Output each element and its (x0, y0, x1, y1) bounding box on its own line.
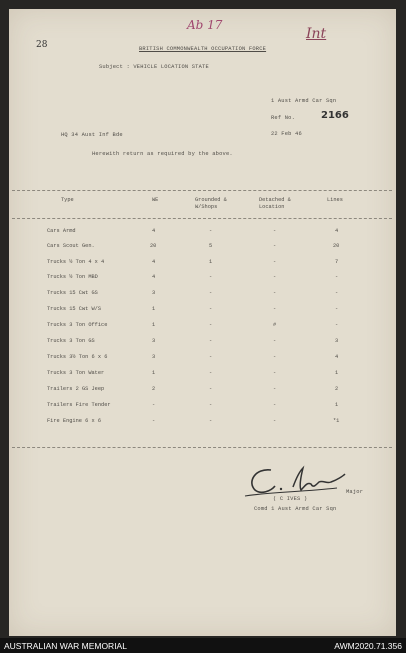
ref-number: 2166 (321, 110, 349, 121)
cell-detached: - (273, 418, 277, 424)
cell-lines: - (335, 306, 339, 312)
cell-we: 1 (152, 322, 156, 328)
cell-type: Trucks 15 Cwt W/S (47, 306, 102, 312)
cell-grounded: 5 (209, 243, 213, 249)
cell-type: Cars Armd (47, 228, 76, 234)
cell-grounded: - (209, 322, 213, 328)
cell-type: Trucks ½ Ton MBD (47, 274, 98, 280)
cell-type: Trucks 3 Ton Water (47, 370, 105, 376)
document-title: BRITISH COMMONWEALTH OCCUPATION FORCE (139, 46, 267, 52)
cell-detached: - (273, 306, 277, 312)
col-header-lines: Lines (327, 197, 343, 203)
document-date: 22 Feb 46 (271, 131, 302, 137)
cell-detached: - (273, 338, 277, 344)
cell-we: 20 (150, 243, 157, 249)
cell-lines: 20 (333, 243, 340, 249)
cell-type: Trailers 2 GS Jeep (47, 386, 105, 392)
cell-we: - (152, 418, 156, 424)
cell-we: 3 (152, 354, 156, 360)
cell-lines: 7 (335, 259, 339, 265)
cell-lines: 1 (335, 402, 339, 408)
cell-lines: - (335, 290, 339, 296)
cell-detached: - (273, 259, 277, 265)
cell-detached: # (273, 322, 277, 328)
table-header-rule (12, 218, 392, 219)
cell-we: 1 (152, 306, 156, 312)
cell-detached: - (273, 274, 277, 280)
cell-lines: - (335, 274, 339, 280)
footer-accession: AWM2020.71.356 (334, 641, 402, 651)
ref-label: Ref No. (271, 115, 296, 121)
unit-name: 1 Aust Armd Car Sqn (271, 98, 337, 104)
document-page (9, 9, 396, 636)
cell-grounded: - (209, 370, 213, 376)
cell-grounded: - (209, 386, 213, 392)
signatory-name: ( C IVES ) (273, 496, 308, 502)
top-right-scribble: Int (306, 26, 327, 42)
table-top-rule (12, 190, 392, 191)
cell-grounded: - (209, 228, 213, 234)
cell-detached: - (273, 243, 277, 249)
cell-grounded: - (209, 418, 213, 424)
cell-type: Trucks 3½ Ton 6 x 6 (47, 354, 108, 360)
cell-we: 2 (152, 386, 156, 392)
cell-we: 4 (152, 259, 156, 265)
cell-detached: - (273, 228, 277, 234)
cell-grounded: - (209, 338, 213, 344)
cell-grounded: - (209, 274, 213, 280)
cell-type: Fire Engine 6 x 6 (47, 418, 102, 424)
cell-type: Trailers Fire Tender (47, 402, 111, 408)
corner-mark: 28 (36, 40, 48, 50)
cell-we: 3 (152, 338, 156, 344)
cell-grounded: - (209, 306, 213, 312)
cell-detached: - (273, 386, 277, 392)
top-scribble: Ab 17 (187, 18, 223, 32)
col-header-we: WE (152, 197, 159, 203)
cell-type: Trucks 3 Ton GS (47, 338, 95, 344)
cell-grounded: - (209, 290, 213, 296)
cell-we: 4 (152, 228, 156, 234)
table-bottom-rule (12, 447, 392, 448)
cell-we: 3 (152, 290, 156, 296)
signatory-rank: Major (346, 489, 364, 495)
cell-lines: 4 (335, 228, 339, 234)
cell-lines: 2 (335, 386, 339, 392)
cell-lines: 4 (335, 354, 339, 360)
footer-institution: AUSTRALIAN WAR MEMORIAL (4, 641, 127, 651)
cell-we: 1 (152, 370, 156, 376)
cell-lines: 1 (335, 370, 339, 376)
archive-footer (0, 638, 406, 653)
cell-grounded: - (209, 402, 213, 408)
cell-grounded: - (209, 354, 213, 360)
cell-grounded: 1 (209, 259, 213, 265)
cell-detached: - (273, 370, 277, 376)
cell-we: 4 (152, 274, 156, 280)
cell-lines: - (335, 322, 339, 328)
cell-detached: - (273, 354, 277, 360)
col-header-grounded: Grounded & W/Shops (195, 197, 227, 210)
cell-lines: *1 (333, 418, 340, 424)
cell-type: Trucks ½ Ton 4 x 4 (47, 259, 105, 265)
signatory-position: Comd 1 Aust Armd Car Sqn (254, 506, 337, 512)
cell-detached: - (273, 402, 277, 408)
cell-we: - (152, 402, 156, 408)
addressee: HQ 34 Aust Inf Bde (61, 132, 123, 138)
document-subject: Subject : VEHICLE LOCATION STATE (99, 64, 209, 70)
intro-line: Herewith return as required by the above. (92, 151, 233, 157)
cell-type: Trucks 3 Ton Office (47, 322, 108, 328)
cell-detached: - (273, 290, 277, 296)
cell-lines: 3 (335, 338, 339, 344)
col-header-type: Type (61, 197, 74, 203)
cell-type: Cars Scout Gen. (47, 243, 95, 249)
col-header-detached: Detached & Location (259, 197, 291, 210)
cell-type: Trucks 15 Cwt GS (47, 290, 98, 296)
